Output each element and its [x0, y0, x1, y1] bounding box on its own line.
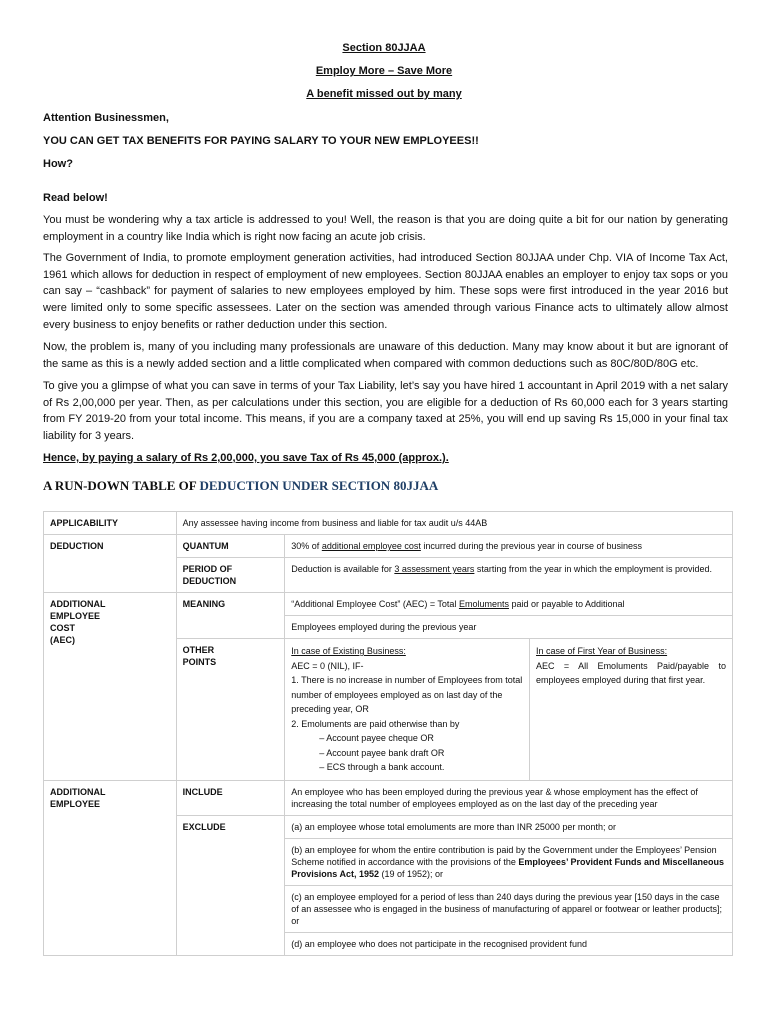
additional-employee-label: ADDITIONAL EMPLOYEE	[44, 780, 177, 955]
exclude-a: (a) an employee whose total emoluments are more than INR 25000 per month; or	[285, 815, 733, 838]
deduction-label: DEDUCTION	[44, 535, 177, 593]
exclude-b: (b) an employee for whom the entire contribution is paid by the Government under the Employees’ Pension Scheme notified in accordance with the provisions of the Employees’ Provident Funds and Miscellaneous Provisions Act, 1952 (19 of 1952); or	[285, 838, 733, 885]
applicability-value: Any assessee having income from business and liable for tax audit u/s 44AB	[176, 512, 732, 535]
exclude-d: (d) an employee who does not participate in the recognised provident fund	[285, 932, 733, 955]
table-row	[44, 535, 733, 558]
table-row	[44, 593, 733, 616]
additional-employee-cost-link: additional employee cost	[321, 541, 421, 551]
meaning-value: “Additional Employee Cost” (AEC) = Total Emoluments paid or payable to Additional	[285, 593, 733, 616]
exclude-c: (c) an employee employed for a period of less than 240 days during the previous year [150 days in the case of an assessee who is engaged in the business of manufacturing of apparel or footwear or leather products]; or	[285, 885, 733, 932]
period-label: PERIOD OF DEDUCTION	[176, 558, 285, 593]
paragraph-2: The Government of India, to promote employment generation activities, had introduced Section 80JJAA under Chp. VIA of Income Tax Act, 1961 which allows for deduction in respect of employment of new employees. Section 80JJAA enables an employer to enjoy tax sops or you can say – “cashback” for payment of salaries to new employees employed by him. These sops were first introduced in the year 2016 but were limited only to some specific assessees. Later on the section was amended through various Finance acts to ultimately allow almost every business to enjoy benefits or rather deduction under this section.	[43, 252, 728, 331]
meaning-label: MEANING	[176, 593, 285, 639]
salutation: Attention Businessmen,	[43, 112, 169, 124]
how-label: How?	[43, 158, 73, 170]
deduction-table	[43, 511, 733, 956]
include-label: INCLUDE	[176, 780, 285, 815]
conclusion: Hence, by paying a salary of Rs 2,00,000, you save Tax of Rs 45,000 (approx.).	[43, 452, 449, 464]
emoluments-link: Emoluments	[458, 599, 509, 609]
paragraph-1: You must be wondering why a tax article is addressed to you! Well, the reason is that you are doing quite a bit for our nation by generating employment in a country like India which is right now facing an acute job crisis.	[43, 214, 728, 243]
existing-business-title: In case of Existing Business:	[291, 646, 406, 656]
exclude-label: EXCLUDE	[176, 815, 285, 955]
assessment-years-link: 3 assessment years	[394, 564, 475, 574]
read-below: Read below!	[43, 192, 108, 204]
paragraph-4: To give you a glimpse of what you can save in terms of your Tax Liability, let’s say you have hired 1 accountant in April 2019 with a net salary of Rs 2,00,000 per year. Then, as per calculations under this section, you are eligible for a deduction of Rs 60,000 each for 3 years starting from FY 2019-20 from your total income. This means, if you are a company taxed at 25%, you will end up saving Rs 15,000 in your final tax liability for 3 years.	[43, 380, 728, 443]
quantum-value: 30% of additional employee cost incurred during the previous year in course of business	[285, 535, 733, 558]
existing-business-cell: In case of Existing Business: AEC = 0 (NIL), IF- 1. There is no increase in number of Employees from total number of employees employed as on last day of the preceding year, OR 2. Emoluments are paid otherwise than by – Account payee cheque OR – Account payee bank draft OR – ECS through a bank account.	[285, 639, 530, 781]
aec-label: ADDITIONAL EMPLOYEE COST (AEC)	[44, 593, 177, 781]
tagline: Employ More – Save More	[315, 65, 453, 77]
period-value: Deduction is available for 3 assessment years starting from the year in which the employment is provided.	[285, 558, 733, 593]
rundown-title-highlight: DEDUCTION UNDER SECTION 80JJAA	[199, 478, 439, 493]
subtitle: A benefit missed out by many	[306, 88, 462, 100]
applicability-label: APPLICABILITY	[44, 512, 177, 535]
include-value: An employee who has been employed during the previous year & whose employment has the effect of increasing the total number of employees employed as on the last day of the preceding year	[285, 780, 733, 815]
rundown-title	[43, 478, 438, 494]
quantum-label: QUANTUM	[176, 535, 285, 558]
other-points-label: OTHER POINTS	[176, 639, 285, 781]
rundown-title-prefix: A RUN-DOWN TABLE OF	[43, 478, 200, 493]
section-title: Section 80JJAA	[342, 42, 426, 54]
first-year-title: In case of First Year of Business:	[536, 646, 668, 656]
meaning-value-line2: Employees employed during the previous year	[285, 616, 733, 639]
paragraph-3: Now, the problem is, many of you including many professionals are unaware of this deduction. Many may know about it but are ignorant of the same as this is a newly added section and a little complicated when compared with common deductions such as 80C/80D/80G etc.	[43, 341, 728, 370]
headline: YOU CAN GET TAX BENEFITS FOR PAYING SALARY TO YOUR NEW EMPLOYEES!!	[43, 135, 479, 147]
first-year-cell: In case of First Year of Business: AEC = All Emoluments Paid/payable to employees employed during that first year.	[530, 639, 733, 781]
table-row	[44, 780, 733, 815]
table-row	[44, 512, 733, 535]
